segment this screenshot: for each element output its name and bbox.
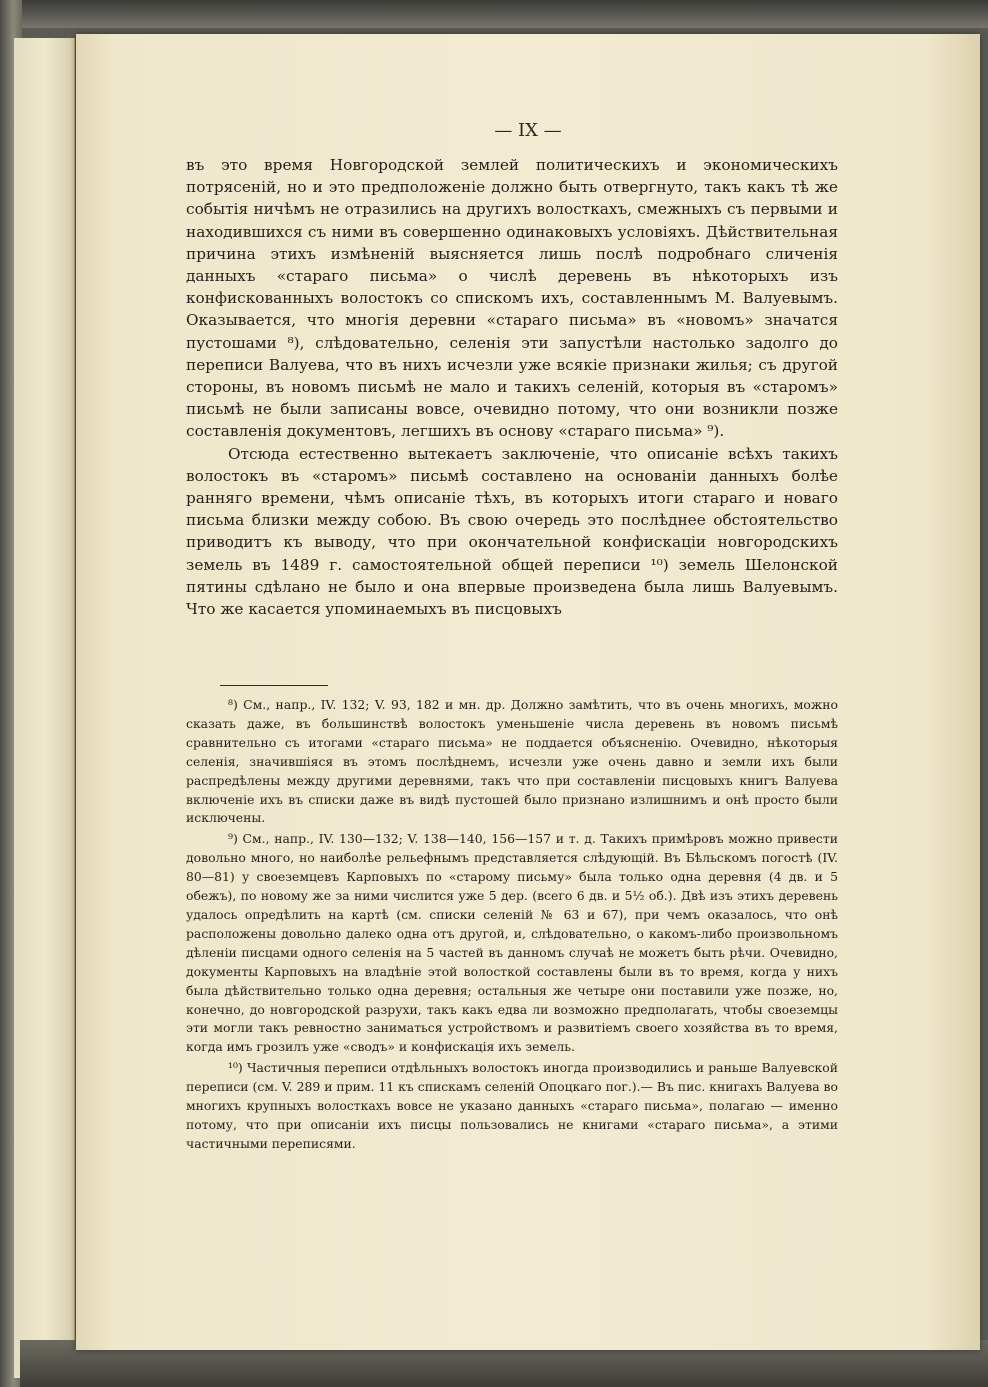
facing-page-edge [14, 38, 75, 1378]
footnote-9: ⁹) См., напр., IV. 130—132; V. 138—140, 156—157 и т. д. Такихъ примѣровъ можно привести довольно много, но наиболѣе рельефнымъ представляется слѣдующій. Въ Бѣльскомъ погостѣ (IV. 80—81) у своеземцевъ Карповыхъ по «старому письму» была только одна деревня (4 дв. и 5 обежъ), по новому же за ними числится уже 5 дер. (всего 6 дв. и 5½ об.). Двѣ изъ этихъ деревень удалось опредѣлить на картѣ (см. списки селеній № 63 и 67), при чемъ оказалось, что онѣ расположены довольно далеко одна отъ другой, и, слѣдовательно, о какомъ-либо произвольномъ дѣленіи писцами одного селенія на 5 частей въ данномъ случаѣ не можетъ быть рѣчи. Очевидно, документы Карповыхъ на владѣніе этой волосткой составлены были въ то время, когда у нихъ была дѣйствительно только одна деревня; остальныя же четыре они поставили уже позже, но, конечно, до новгородской разрухи, такъ какъ едва ли возможно предполагать, чтобы своеземцы эти могли такъ ревностно заниматься устройствомъ и развитіемъ своего хозяйства въ то время, когда имъ грозилъ уже «сводъ» и конфискація ихъ земель. [186, 831, 838, 1055]
book-page [76, 34, 980, 1350]
footnote-8: ⁸) См., напр., IV. 132; V. 93, 182 и мн. др. Должно замѣтить, что въ очень многихъ, можно сказать даже, въ большинствѣ волостокъ уменьшеніе числа деревень въ новомъ письмѣ сравнительно съ итогами «стараго письма» не поддается объясненію. Очевидно, нѣкоторыя селенія, значившіяся въ этомъ послѣднемъ, исчезли уже очень давно и земли ихъ были распредѣлены между другими деревнями, такъ что при составленіи писцовыхъ книгъ Валуева включеніе ихъ въ списки даже въ видѣ пустошей было признано излишнимъ и онѣ просто были исключены. [186, 697, 838, 826]
footnote-10: ¹⁰) Частичныя переписи отдѣльныхъ волостокъ иногда производились и раньше Валуевской переписи (см. V. 289 и прим. 11 къ спискамъ селеній Опоцкаго пог.).— Въ пис. книгахъ Валуева во многихъ крупныхъ волосткахъ вовсе не указано данныхъ «стараго письма», полагаю — именно потому, что при описаніи ихъ писцы пользовались не книгами «стараго письма», а этими частичными переписями. [186, 1060, 838, 1151]
page-number: — IX — [494, 120, 562, 141]
scan-background-top [0, 0, 988, 28]
footnote-separator [220, 685, 328, 686]
body-paragraph: Отсюда естественно вытекаетъ заключеніе, что описаніе всѣхъ такихъ волостокъ въ «старомъ» письмѣ составлено на основаніи данныхъ болѣе ранняго времени, чѣмъ описаніе тѣхъ, въ которыхъ итоги стараго и новаго письма близки между собою. Въ свою очередь это послѣднее обстоятельство приводитъ къ выводу, что при окончательной конфискаціи новгородскихъ земель въ 1489 г. самостоятельной общей переписи ¹⁰) земель Шелонской пятины сдѣлано не было и она впервые произведена была лишь Валуевымъ. Что же касается упоминаемыхъ въ писцовыхъ [186, 444, 838, 619]
body-paragraph: въ это время Новгородской землей политическихъ и экономическихъ потрясеній, но и это предположеніе должно быть отвергнуто, такъ какъ тѣ же событія ничѣмъ не отразились на другихъ волосткахъ, смежныхъ съ первыми и находившихся съ ними въ совершенно одинаковыхъ условіяхъ. Дѣйствительная причина этихъ измѣненій выясняется лишь послѣ подробнаго сличенія данныхъ «стараго письма» о числѣ деревень въ нѣкоторыхъ изъ конфискованныхъ волостокъ со спискомъ ихъ, составленнымъ М. Валуевымъ. Оказывается, что многія деревни «стараго письма» въ «новомъ» значатся пустошами ⁸), слѣдовательно, селенія эти запустѣли настолько задолго до переписи Валуева, что въ нихъ исчезли уже всякіе признаки жилья; съ другой стороны, въ новомъ письмѣ не мало и такихъ селеній, которыя въ «старомъ» письмѣ не были записаны вовсе, очевидно потому, что они возникли позже составленія документовъ, легшихъ въ основу «стараго письма» ⁹). [186, 156, 838, 441]
footnotes [186, 696, 838, 1154]
main-text [186, 154, 838, 620]
